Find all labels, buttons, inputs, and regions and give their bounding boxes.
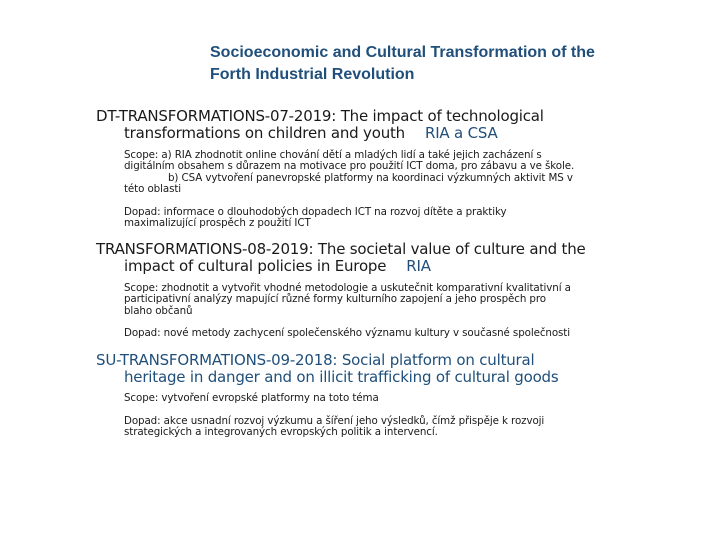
section-2-tag: RIA — [406, 256, 431, 275]
section-1-impact-line-2: maximalizující prospěch z použití ICT — [124, 217, 311, 230]
slide-title-line-2: Forth Industrial Revolution — [210, 66, 415, 83]
section-2-impact — [124, 328, 674, 339]
section-2-scope — [124, 283, 674, 317]
section-3-heading-line-1: SU-TRANSFORMATIONS-09-2018: Social platform on cultural — [96, 351, 535, 369]
section-1-tag: RIA a CSA — [424, 123, 498, 142]
section-1-impact — [124, 207, 674, 230]
section-2-heading-line-2: impact of cultural policies in Europe — [124, 256, 387, 275]
section-2-heading-line-1: TRANSFORMATIONS-08-2019: The societal value of culture and the — [96, 240, 586, 258]
section-3-scope — [124, 393, 674, 404]
section-1-scope-line-3: b) CSA vytvoření panevropské platformy na koordinaci výzkumných aktivit MS v — [168, 171, 573, 184]
section-2-heading-line-2-wrap — [96, 258, 696, 275]
section-1-scope-line-2: digitálním obsahem s důrazem na motivace pro použití ICT doma, pro zábavu a ve škole. — [124, 160, 575, 173]
section-3-heading-line-2: heritage in danger and on illicit trafficking of cultural goods — [124, 367, 559, 386]
section-1-heading-line-1: DT-TRANSFORMATIONS-07-2019: The impact of technological — [96, 107, 544, 125]
section-2-impact-line-1: Dopad: nové metody zachycení společenského významu kultury v současné společnosti — [124, 327, 570, 339]
section-2-heading — [96, 241, 696, 274]
section-3-impact — [124, 416, 674, 439]
section-1-heading-line-2: transformations on children and youth — [124, 123, 405, 142]
section-3-heading — [96, 352, 696, 385]
section-1-heading-line-2-wrap — [96, 125, 696, 142]
section-1-scope-line-1: Scope: a) RIA zhodnotit online chování dětí a mladých lidí a také jejich zacházení s — [124, 149, 542, 161]
section-2-scope-line-2: participativní analýzy mapující různé formy kulturního zapojení a jeho prospěch pro — [124, 293, 546, 306]
section-3-scope-line-1: Scope: vytvoření evropské platformy na toto téma — [124, 392, 379, 404]
section-2-scope-line-3: blaho občanů — [124, 304, 193, 317]
section-3-impact-line-1: Dopad: akce usnadní rozvoj výzkumu a šíření jeho výsledků, čímž přispěje k rozvoji — [124, 415, 545, 427]
slide-title — [210, 42, 680, 86]
slide-title-line-1: Socioeconomic and Cultural Transformation of the — [210, 44, 595, 61]
section-1-scope-line-4: této oblasti — [124, 183, 182, 196]
section-1-impact-line-1: Dopad: informace o dlouhodobých dopadech ICT na rozvoj dítěte a praktiky — [124, 206, 507, 218]
section-3-impact-line-2: strategických a integrovaných evropských politik a intervencí. — [124, 426, 438, 439]
section-1-scope — [124, 150, 674, 196]
section-2-scope-line-1: Scope: zhodnotit a vytvořit vhodné metodologie a uskutečnit komparativní kvalitativní a — [124, 282, 571, 294]
section-1-heading — [96, 108, 696, 141]
